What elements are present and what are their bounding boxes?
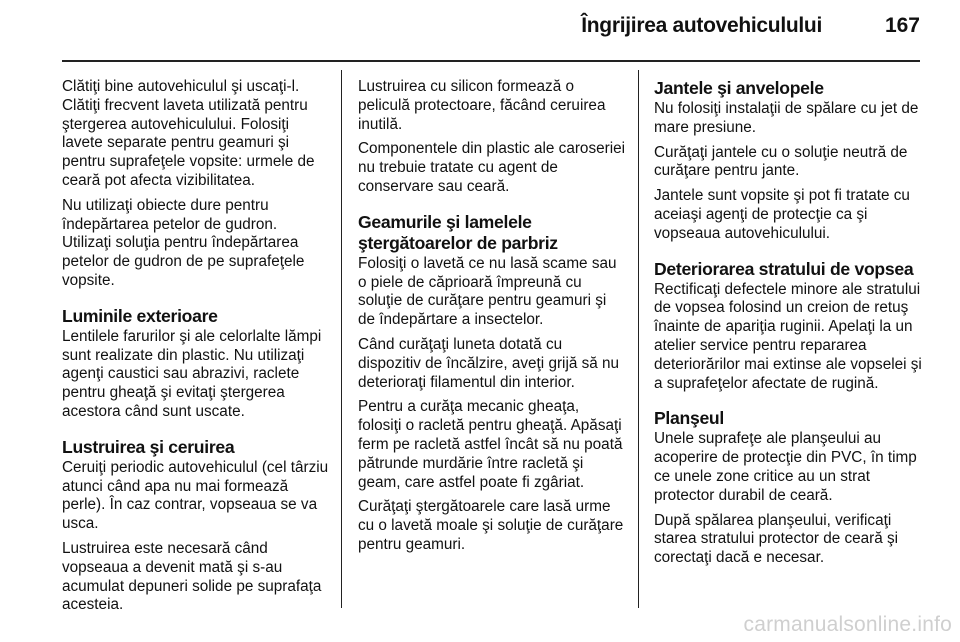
text-column-3 — [654, 78, 926, 574]
paragraph: Jantele sunt vopsite şi pot fi tratate cu aceiaşi agenţi de protecţie ca şi vopseaua autovehiculului. — [654, 187, 910, 242]
paragraph: Când curăţaţi luneta dotată cu dispozitiv de încălzire, aveţi grijă să nu deterioraţi filamentul din interior. — [358, 335, 620, 391]
paragraph: Clătiţi bine autovehiculul şi uscaţi-l. Clătiţi frecvent laveta utilizată pentru ştergerea autovehiculului. Folosiţi lavete separate pentru geamuri şi pentru suprafeţele vopsite: urmele de ceară pot afecta vizibilitatea. — [62, 78, 315, 189]
section-heading: Jantele şi anvelopele — [654, 78, 824, 98]
paragraph: Curăţaţi jantele cu o soluţie neutră de curăţare pentru jante. — [654, 143, 908, 180]
paragraph: Componentele din plastic ale caroseriei nu trebuie tratate cu agent de conservare sau ceară. — [358, 140, 625, 195]
paragraph: Curăţaţi ştergătoarele care lasă urme cu o lavetă moale şi soluţie de curăţare pentru geamuri. — [358, 498, 624, 553]
watermark: carmanualsonline.info — [743, 613, 952, 636]
page-header — [62, 0, 920, 62]
page-title: Îngrijirea autovehiculului — [581, 14, 822, 37]
paragraph: Lustruirea cu silicon formează o peliculă protectoare, făcând ceruirea inutilă. — [358, 78, 606, 133]
section-heading: Planşeul — [654, 408, 724, 429]
paragraph: Folosiţi o lavetă ce nu lasă scame sau o piele de căprioară împreună cu soluţie de curăţare pentru geamuri şi de îndepărtare a insectelor. — [358, 254, 617, 329]
paragraph: Unele suprafeţe ale planşeului au acoperire de protecţie din PVC, în timp ce unele zone critice au un strat protector durabil de ceară. — [654, 430, 917, 504]
paragraph: După spălarea planşeului, verificaţi starea stratului protector de ceară şi corectaţi dacă e necesar. — [654, 511, 899, 567]
paragraph: Lentilele farurilor şi ale celorlalte lămpi sunt realizate din plastic. Nu utilizaţi agenţi caustici sau abrazivi, raclete pentru gheaţă şi evitaţi ştergerea acestora când sunt uscate. — [62, 327, 322, 420]
column-divider — [341, 70, 342, 608]
page-number: 167 — [884, 14, 920, 37]
paragraph: Lustruirea este necesară când vopseaua a devenit mată şi s-au acumulat depuneri solide pe suprafaţa acesteia. — [62, 539, 322, 614]
text-column-1 — [62, 78, 330, 621]
paragraph: Pentru a curăţa mecanic gheaţa, folosiţi o racletă pentru gheaţă. Apăsaţi ferm pe racletă astfel încât să nu poată pătrunde murdărie între racletă şi geam, care astfel poate fi zgâriat. — [358, 398, 623, 491]
section-heading: Deteriorarea stratului de vopsea — [654, 258, 914, 279]
paragraph: Ceruiţi periodic autovehiculul (cel târziu atunci când apa nu mai formează perle). În caz contrar, vopseaua se va usca. — [62, 458, 329, 533]
section-heading: Luminile exterioare — [62, 305, 218, 326]
paragraph: Rectificaţi defectele minore ale stratului de vopsea folosind un creion de retuş înainte de apariţia ruginii. Apelaţi la un atelier service pentru repararea deteriorărilor mai extinse ale vopselei şi a suprafeţelor afectate de rugină. — [654, 280, 922, 392]
text-column-2 — [358, 78, 626, 561]
paragraph: Nu folosiţi instalaţii de spălare cu jet de mare presiune. — [654, 100, 919, 136]
column-divider — [638, 70, 639, 608]
section-heading: Lustruirea şi ceruirea — [62, 436, 235, 457]
paragraph: Nu utilizaţi obiecte dure pentru îndepărtarea petelor de gudron. Utilizaţi soluţia pentru îndepărtarea petelor de gudron de pe suprafeţele vopsite. — [62, 196, 305, 289]
section-heading: Geamurile şi lamelele ştergătoarelor de parbriz — [358, 211, 558, 253]
